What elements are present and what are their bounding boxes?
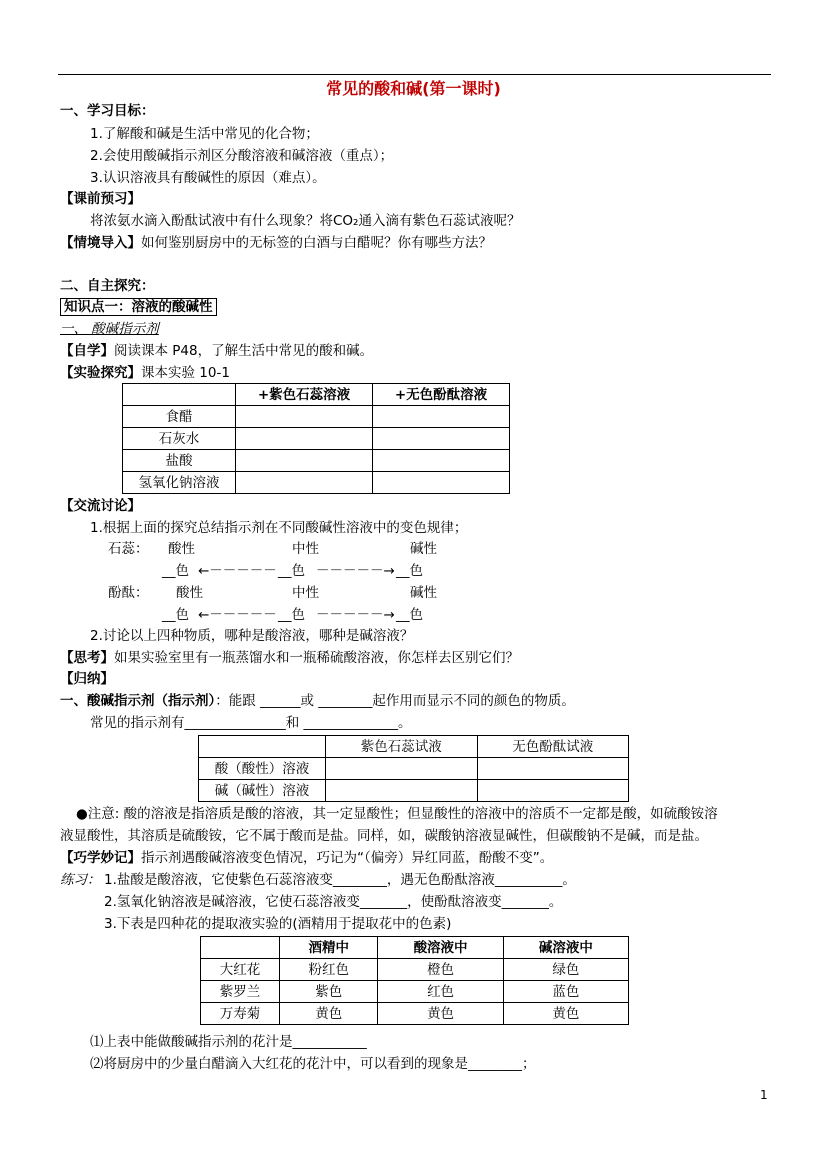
self-study-text: 阅读课本 P48，了解生活中常见的酸和碱。 [114,343,374,359]
table-row [201,1003,629,1025]
table-header-cell: 酒精中 [280,937,378,959]
table-cell: 大红花 [201,959,280,981]
right-arrow: －－－－－→ [316,563,395,579]
intro-line [60,234,492,252]
table-header-cell: 无色酚酞试液 [477,736,629,758]
table-cell: 氢氧化钠溶液 [123,472,236,494]
think-line [60,649,519,667]
table-cell [373,450,510,472]
left-arrow: ←－－－－－ [198,607,277,623]
table-cell: 黄色 [280,1003,378,1025]
table-header-cell: 紫色石蕊试液 [326,736,478,758]
table-header-cell: 碱溶液中 [503,937,628,959]
litmus-label: 石蕊： [108,541,149,557]
sub-question-1: ⑴上表中能做酸碱指示剂的花汁是___________ [90,1034,367,1050]
note-line-1: ●注意: 酸的溶液是指溶质是酸的溶液，其一定显酸性；但显酸性的溶液中的溶质不一定都是酸，如硫酸铵溶 [76,806,718,822]
discussion-q1: 1.根据上面的探究总结指示剂在不同酸碱性溶液中的变色规律； [90,520,468,536]
goal-2: 2.会使用酸碱指示剂区分酸溶液和碱溶液（重点）； [90,148,394,164]
table-cell [477,780,629,802]
table-header-cell: 酸溶液中 [378,937,503,959]
left-arrow: ←－－－－－ [198,563,277,579]
litmus-acid-blank: __色 [162,563,189,579]
litmus-base-blank: __色 [396,563,423,579]
page-number: 1 [760,1088,768,1102]
phenol-neutral: 中性 [292,585,319,601]
page-title: 常见的酸和碱(第一课时) [326,79,501,98]
preview-text: 将浓氨水滴入酚酞试液中有什么现象？将CO₂通入滴有紫色石蕊试液呢？ [90,213,521,229]
note-line-2: 液显酸性，其溶质是硫酸铵，它不属于酸而是盐。同样，如，碳酸钠溶液显碱性，但碳酸钠不是碱，而是盐。 [60,828,708,844]
table-header-cell [199,736,326,758]
phenol-base-blank: __色 [396,607,423,623]
table-cell: 粉红色 [280,959,378,981]
table-cell: 紫罗兰 [201,981,280,1003]
table-cell: 红色 [378,981,503,1003]
experiment-line [60,364,230,382]
table-row [123,384,510,406]
experiment-table [122,383,510,494]
table-row [201,981,629,1003]
table-row [199,780,629,802]
table-cell [236,428,373,450]
table-row [199,736,629,758]
indicator-table [198,735,629,802]
intro-text: 如何鉴别厨房中的无标签的白酒与白醋呢？你有哪些方法？ [141,235,492,251]
table-row [201,959,629,981]
table-cell: 碱（碱性）溶液 [199,780,326,802]
flower-table [200,936,629,1025]
memory-label: 【巧学妙记】 [60,850,141,866]
memory-text: 指示剂遇酸碱溶液变色情况，巧记为“（偏旁）异红同蓝，酚酸不变”。 [141,850,554,866]
header-rule [58,74,771,75]
table-cell [236,472,373,494]
goal-3: 3.认识溶液具有酸碱性的原因（难点）。 [90,170,326,186]
table-cell: 万寿菊 [201,1003,280,1025]
table-cell: 紫色 [280,981,378,1003]
table-header-cell [201,937,280,959]
phenol-neutral-blank: __色 [278,607,305,623]
litmus-acid: 酸性 [168,541,195,557]
right-arrow: －－－－－→ [316,607,395,623]
phenol-base: 碱性 [410,585,437,601]
table-cell: 蓝色 [503,981,628,1003]
explore-heading: 二、自主探究： [60,278,155,294]
table-cell: 酸（酸性）溶液 [199,758,326,780]
table-row [123,472,510,494]
practice-2: 2.氢氧化钠溶液是碱溶液，它使石蕊溶液变_______，使酚酞溶液变_______。 [104,894,563,910]
table-row [199,758,629,780]
self-study-line [60,342,373,360]
table-header-cell: +紫色石蕊溶液 [236,384,373,406]
practice-1: 1.盐酸是酸溶液，它使紫色石蕊溶液变________，遇无色酚酞溶液__________。 [104,872,576,888]
knowledge-point [60,298,217,316]
discussion-label: 【交流讨论】 [60,498,141,514]
table-cell [373,428,510,450]
table-cell: 石灰水 [123,428,236,450]
practice-3: 3.下表是四种花的提取液实验的(酒精用于提取花中的色素) [104,916,452,932]
table-cell: 食醋 [123,406,236,428]
table-header-cell [123,384,236,406]
table-cell: 盐酸 [123,450,236,472]
think-label: 【思考】 [60,650,114,666]
table-cell [326,780,478,802]
discussion-q2: 2.讨论以上四种物质，哪种是酸溶液，哪种是碱溶液？ [90,628,414,644]
table-cell: 黄色 [503,1003,628,1025]
table-row [123,428,510,450]
table-row [123,450,510,472]
table-cell [373,406,510,428]
indicator-subheading: 一、 酸碱指示剂 [60,321,159,337]
table-row [201,937,629,959]
table-header-cell: +无色酚酞溶液 [373,384,510,406]
phenol-label: 酚酞： [108,585,149,601]
memory-line [60,849,553,867]
goals-heading: 一、学习目标： [60,103,155,119]
table-cell [373,472,510,494]
indicator-def-bold: 一、酸碱指示剂（指示剂） [60,693,216,709]
table-cell: 绿色 [503,959,628,981]
practice-label: 练习： [60,872,101,888]
common-indicators: 常见的指示剂有_______________和 ______________。 [90,715,412,731]
experiment-label: 【实验探究】 [60,365,141,381]
knowledge-point-box: 知识点一：溶液的酸碱性 [60,298,217,316]
litmus-neutral-blank: __色 [278,563,305,579]
table-cell [236,450,373,472]
experiment-text: 课本实验 10-1 [141,365,230,381]
goal-1: 1.了解酸和碱是生活中常见的化合物； [90,126,319,142]
phenol-acid: 酸性 [176,585,203,601]
litmus-neutral: 中性 [292,541,319,557]
intro-label: 【情境导入】 [60,235,141,251]
table-cell [326,758,478,780]
self-study-label: 【自学】 [60,343,114,359]
summary-label: 【归纳】 [60,671,114,687]
sub-question-2: ⑵将厨房中的少量白醋滴入大红花的花汁中，可以看到的现象是________； [90,1056,536,1072]
table-cell [236,406,373,428]
indicator-definition [60,692,575,710]
phenol-acid-blank: __色 [162,607,189,623]
indicator-def-text: ：能跟 ______或 ________起作用而显示不同的颜色的物质。 [215,693,575,709]
table-cell: 黄色 [378,1003,503,1025]
table-cell: 橙色 [378,959,503,981]
table-cell [477,758,629,780]
think-text: 如果实验室里有一瓶蒸馏水和一瓶稀硫酸溶液，你怎样去区别它们？ [114,650,519,666]
litmus-base: 碱性 [410,541,437,557]
table-row [123,406,510,428]
preview-label: 【课前预习】 [60,191,141,207]
